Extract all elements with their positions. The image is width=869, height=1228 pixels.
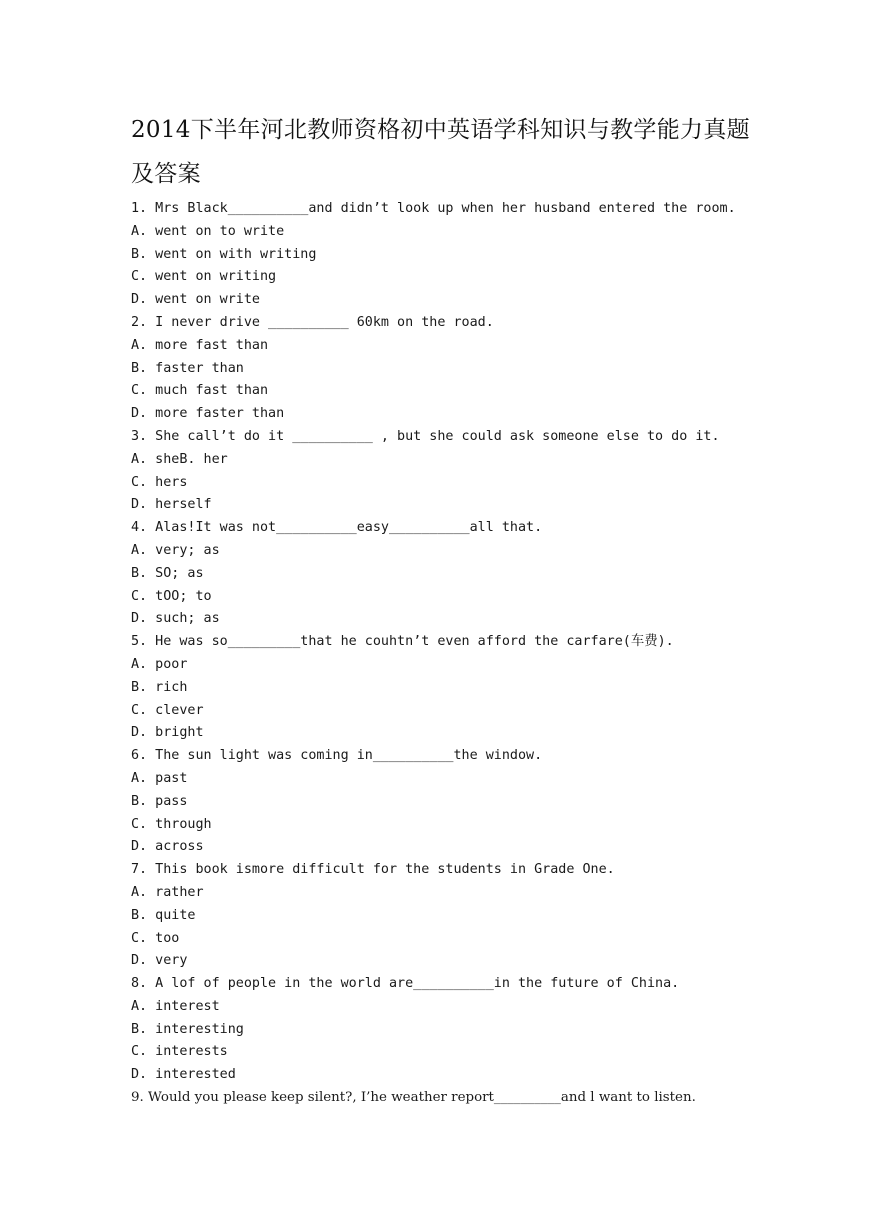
- option-c: C. too: [131, 930, 180, 946]
- option-d: D. interested: [131, 1067, 236, 1083]
- question-1: [131, 198, 751, 312]
- question-8: [131, 973, 751, 1087]
- option-d: D. such; as: [131, 611, 220, 627]
- option-a: A. past: [131, 770, 188, 786]
- option-d: D. went on write: [131, 292, 260, 308]
- option-a: A. interest: [131, 998, 220, 1014]
- option-a-b: A. sheB. her: [131, 451, 228, 467]
- option-b: B. interesting: [131, 1021, 244, 1037]
- option-d: D. bright: [131, 725, 204, 741]
- option-a: A. more fast than: [131, 337, 269, 353]
- question-9: [131, 1087, 751, 1110]
- question-stem: 8. A lof of people in the world are__________in the future of China.: [131, 976, 680, 992]
- option-a: A. very; as: [131, 542, 220, 558]
- document-title: 2014下半年河北教师资格初中英语学科知识与教学能力真题及答案: [131, 117, 750, 187]
- option-d: D. across: [131, 839, 204, 855]
- option-b: B. faster than: [131, 360, 244, 376]
- question-6: [131, 745, 751, 859]
- question-7: [131, 859, 751, 973]
- option-c: C. hers: [131, 474, 188, 490]
- option-a: A. poor: [131, 656, 188, 672]
- question-stem: 7. This book ismore difficult for the students in Grade One.: [131, 862, 615, 878]
- option-d: D. very: [131, 953, 188, 969]
- option-c: C. through: [131, 816, 212, 832]
- option-c: C. much fast than: [131, 383, 269, 399]
- question-stem: 2. I never drive __________ 60km on the road.: [131, 314, 494, 330]
- question-5: [131, 631, 751, 745]
- question-stem: 4. Alas!It was not__________easy__________all that.: [131, 520, 543, 536]
- option-a: A. rather: [131, 884, 204, 900]
- question-stem: 5. He was so_________that he couhtn’t even afford the carfare(车费).: [131, 634, 674, 650]
- question-stem: 6. The sun light was coming in__________the window.: [131, 748, 543, 764]
- option-b: B. quite: [131, 907, 196, 923]
- question-4: [131, 517, 751, 631]
- option-b: B. went on with writing: [131, 246, 317, 262]
- option-d: D. more faster than: [131, 406, 285, 422]
- question-2: [131, 312, 751, 426]
- question-stem: 1. Mrs Black__________and didn’t look up when her husband entered the room.: [131, 201, 736, 216]
- question-list: [131, 198, 751, 1110]
- option-a: A. went on to write: [131, 223, 285, 239]
- option-b: B. rich: [131, 679, 188, 695]
- option-b: B. pass: [131, 793, 188, 809]
- option-c: C. went on writing: [131, 269, 277, 285]
- option-c: C. clever: [131, 702, 204, 718]
- option-b: B. SO; as: [131, 565, 204, 581]
- option-c: C. interests: [131, 1044, 228, 1060]
- question-3: [131, 426, 751, 517]
- option-d: D. herself: [131, 497, 212, 513]
- question-stem: 3. She call’t do it __________ , but she could ask someone else to do it.: [131, 428, 720, 444]
- document-page: [131, 108, 751, 1110]
- option-c: C. tOO; to: [131, 588, 212, 604]
- question-stem: 9. Would you please keep silent?, I’he weather report__________and l want to listen.: [131, 1090, 696, 1106]
